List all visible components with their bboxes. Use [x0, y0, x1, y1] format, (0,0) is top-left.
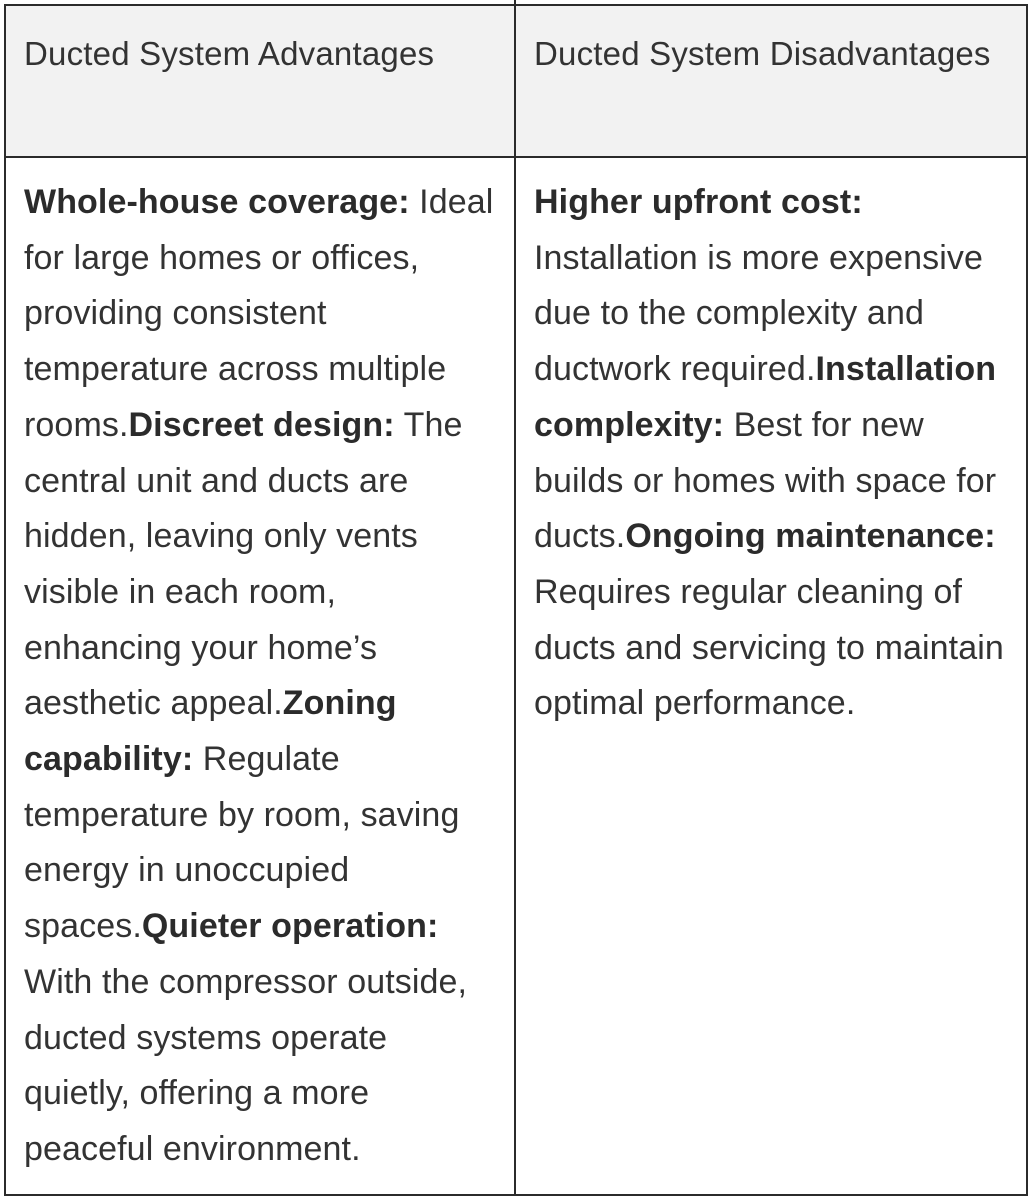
- disadvantage-text: Installation is more expensive due to the complexity and ductwork required.: [534, 238, 984, 389]
- disadvantage-title: Ongoing maintenance:: [625, 517, 996, 556]
- disadvantage-title: Installation complexity:: [534, 350, 997, 444]
- header-advantages: Ducted System Advantages: [5, 5, 515, 157]
- table-header-row: [5, 5, 1027, 157]
- table-row: [5, 157, 1027, 1195]
- advantage-title: Whole-house coverage:: [24, 183, 410, 221]
- advantage-title: Zoning capability:: [24, 684, 397, 779]
- advantage-title: Discreet design:: [128, 405, 395, 444]
- advantage-text: Ideal for large homes or offices, providing consistent temperature across multiple rooms.: [24, 183, 494, 444]
- advantage-text: Regulate temperature by room, saving energy in unoccupied spaces.: [24, 740, 460, 946]
- disadvantage-title: Higher upfront cost:: [534, 183, 863, 221]
- advantage-text: With the compressor outside, ducted systems operate quietly, offering a more peaceful environment.: [24, 962, 468, 1168]
- disadvantage-text: Requires regular cleaning of ducts and servicing to maintain optimal performance.: [534, 572, 1004, 723]
- disadvantage-text: Best for new builds or homes with space for ducts.: [534, 405, 997, 556]
- advantages-cell: [5, 157, 515, 1195]
- header-disadvantages: Ducted System Disadvantages: [515, 5, 1027, 157]
- advantage-text: The central unit and ducts are hidden, leaving only vents visible in each room, enhancing your home’s aesthetic appeal.: [24, 405, 463, 723]
- advantage-title: Quieter operation:: [141, 907, 439, 946]
- comparison-table: [4, 4, 1028, 1196]
- disadvantages-cell: [515, 157, 1027, 1195]
